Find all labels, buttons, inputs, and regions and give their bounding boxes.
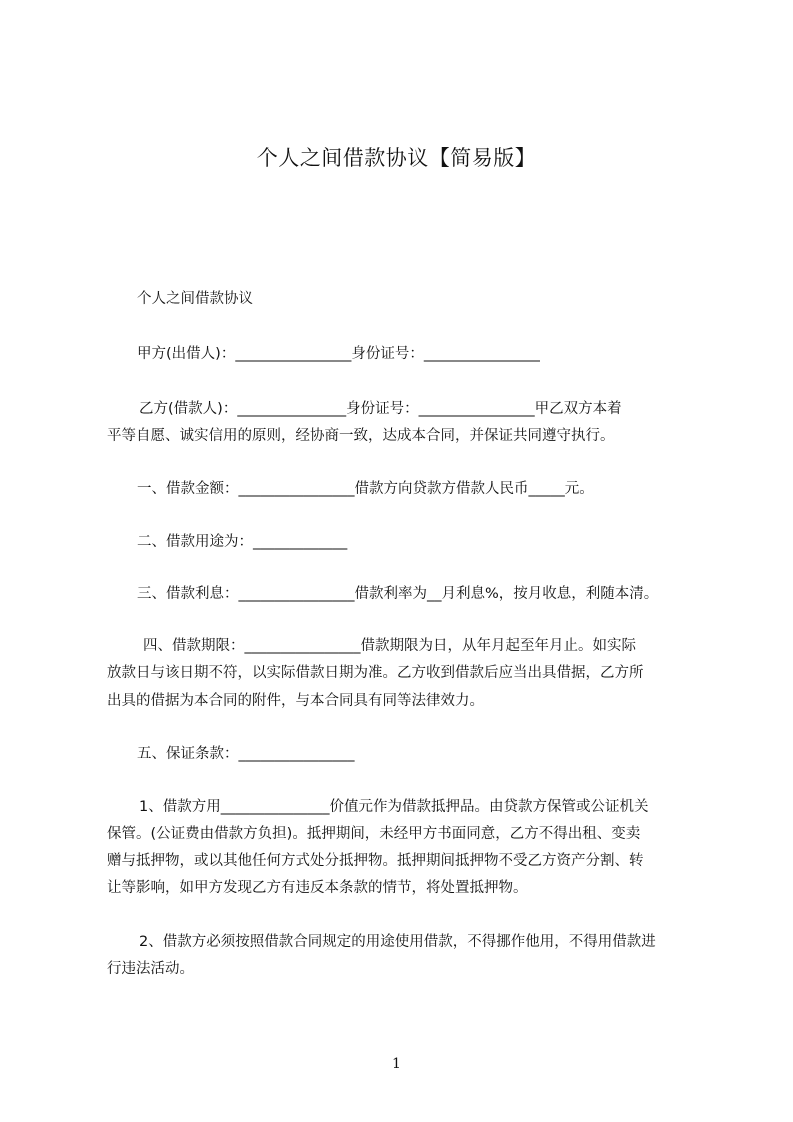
page-number: 1 — [392, 1056, 401, 1072]
clause-loan-interest: 三、借款利息：________________借款利率为__月利息%，按月收息，利随本清。 — [137, 586, 659, 602]
agreement-subtitle: 个人之间借款协议 — [137, 291, 253, 307]
guarantee-item-2-line-2: 行违法活动。 — [107, 961, 194, 977]
party-a-line: 甲方(出借人)：________________身份证号：________________ — [137, 346, 540, 362]
guarantee-item-1-line-2: 保管。(公证费由借款方负担)。抵押期间，未经甲方书面同意，乙方不得出租、变卖 — [107, 826, 641, 842]
clause-loan-term-line-3: 出具的借据为本合同的附件，与本合同具有同等法律效力。 — [107, 693, 484, 709]
clause-guarantee: 五、保证条款：________________ — [137, 746, 355, 762]
party-b-line-2: 平等自愿、诚实信用的原则，经协商一致，达成本合同，并保证共同遵守执行。 — [107, 428, 615, 444]
guarantee-item-1-line-1: 1、借款方用_______________价值元作为借款抵押品。由贷款方保管或公证机关 — [139, 799, 649, 815]
clause-loan-term-line-1: 四、借款期限：________________借款期限为日，从年月起至年月止。如实际 — [143, 638, 636, 654]
guarantee-item-1-line-3: 赠与抵押物，或以其他任何方式处分抵押物。抵押期间抵押物不受乙方资产分割、转 — [107, 853, 644, 869]
clause-loan-purpose: 二、借款用途为：_____________ — [137, 534, 348, 550]
party-b-line-1: 乙方(借款人)：_______________身份证号：________________甲乙双方本着 — [139, 401, 622, 417]
document-title: 个人之间借款协议【简易版】 — [256, 146, 537, 170]
clause-loan-amount: 一、借款金额：________________借款方向贷款方借款人民币_____元。 — [137, 481, 594, 497]
guarantee-item-1-line-4: 让等影响，如甲方发现乙方有违反本条款的情节，将处置抵押物。 — [107, 880, 528, 896]
guarantee-item-2-line-1: 2、借款方必须按照借款合同规定的用途使用借款，不得挪作他用，不得用借款进 — [139, 934, 656, 950]
clause-loan-term-line-2: 放款日与该日期不符，以实际借款日期为准。乙方收到借款后应当出具借据，乙方所 — [107, 665, 644, 681]
